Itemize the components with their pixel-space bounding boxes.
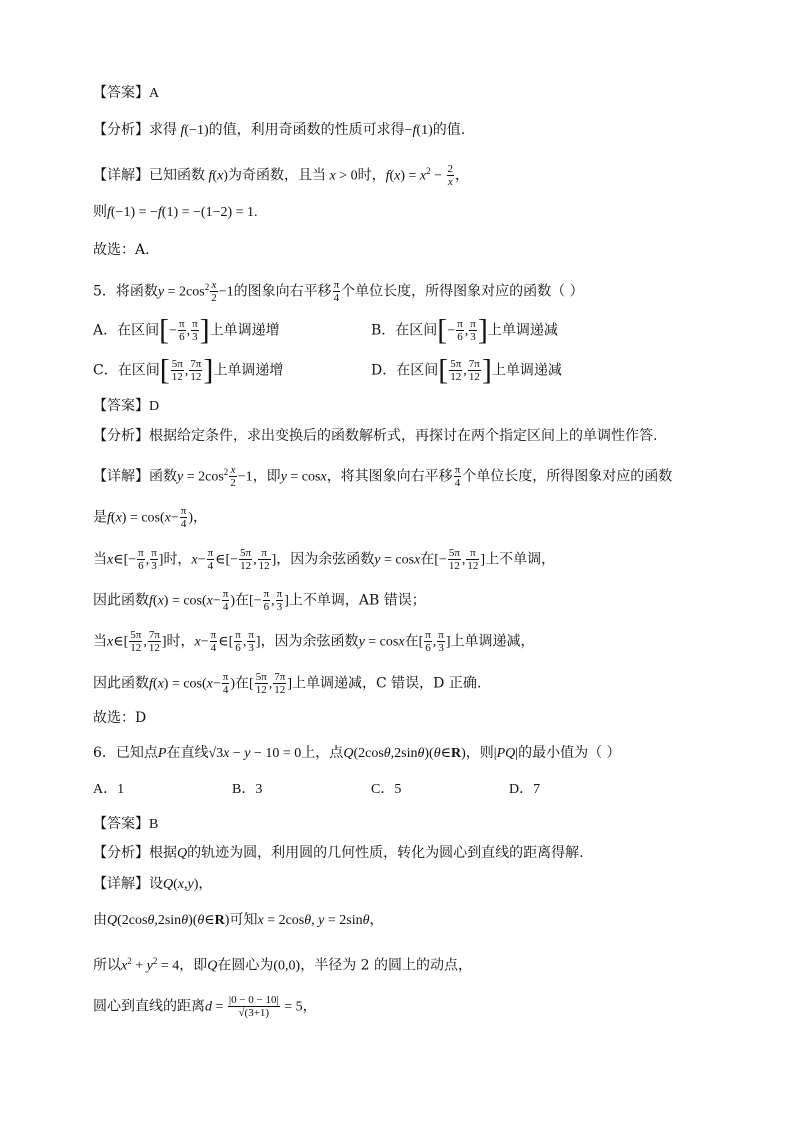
option-5d[interactable]: D．在区间[ $\frac{5\pi}{12}$ , $\frac{7\pi}{12}$ ]上单调递减 xyxy=(371,353,562,387)
detail-line-9: 【详解】设Q(x,y)， xyxy=(93,876,213,892)
analysis-line-2: 【分析】根据给定条件，求出变换后的函数解析式，再探讨在两个指定区间上的单调性作答. xyxy=(93,428,658,444)
option-6a[interactable]: A．1 xyxy=(93,782,125,797)
detail-line-2: 则f(−1) = −f(1) = −(1−2) = 1. xyxy=(93,204,258,220)
detail-line-6: 因此函数f(x) = cos(x− $\frac{\pi}{4}$ )在[− $\frac{\pi}{6}$ , $\frac{\pi}{3}$ ]上不单调，AB 错误； xyxy=(93,588,426,613)
option-6d[interactable]: D．7 xyxy=(509,782,541,797)
detail-line-3: 【详解】函数$y = 2\cos^2$ $\frac{x}{2}$ −1，即y = cosx，将其图象向右平移 $\frac{\pi}{4}$ 个单位长度，所得图象对应的函数 xyxy=(93,464,673,490)
select-line-2: 故选：D xyxy=(93,710,147,726)
detail-line-12: 圆心到直线的距离d = $\frac{|0 - 0 - 10|}{√(3+1)}$ = 5， xyxy=(93,994,317,1019)
option-5b[interactable]: B．在区间[− $\frac{\pi}{6}$ , $\frac{\pi}{3}$ ]上单调递减 xyxy=(371,313,558,347)
analysis-line-1: 【分析】求得 f(−1)的值，利用奇函数的性质可求得−f(1)的值. xyxy=(93,122,466,138)
option-6c[interactable]: C．5 xyxy=(371,782,402,797)
answer-line-2: 【答案】D xyxy=(93,398,160,414)
detail-line-5: 当x∈[− $\frac{\pi}{6}$ , $\frac{\pi}{3}$ ]时，x− $\frac{\pi}{4}$ ∈[− $\frac{5\pi}{12}$ , $\frac{\pi}{12}$ ]，因为余弦函数y = cosx在[− $\frac{5\pi}{12}$ , $\frac{\pi}{12}$ ]上不单调， xyxy=(93,547,556,572)
detail-line-11: 所以$x^2 + y^2 = 4$，即Q在圆心为(0,0)，半径为 2 的圆上的动点， xyxy=(93,956,473,974)
detail-line-8: 因此函数f(x) = cos(x− $\frac{\pi}{4}$ )在[ $\frac{5\pi}{12}$ , $\frac{7\pi}{12}$ ]上单调递减，C 错误，D 正确. xyxy=(93,671,482,696)
option-5a[interactable]: A．在区间[− $\frac{\pi}{6}$ , $\frac{\pi}{3}$ ]上单调递增 xyxy=(93,313,280,347)
analysis-line-3: 【分析】根据Q的轨迹为圆，利用圆的几何性质，转化为圆心到直线的距离得解. xyxy=(93,845,584,861)
detail-line-7: 当x∈[ $\frac{5\pi}{12}$ , $\frac{7\pi}{12}$ ]时，x− $\frac{\pi}{4}$ ∈[ $\frac{\pi}{6}$ , $\frac{\pi}{3}$ ]，因为余弦函数y = cosx在[ $\frac{\pi}{6}$ , $\frac{\pi}{3}$ ]上单调递减， xyxy=(93,629,535,654)
detail-line-4: 是f(x) = cos(x− $\frac{\pi}{4}$ )， xyxy=(93,505,208,530)
select-line-1: 故选：A. xyxy=(93,242,150,258)
question-5: 5．将函数$y = 2\cos^2$ $\frac{x}{2}$ −1的图象向右平移 $\frac{\pi}{4}$ 个单位长度，所得图象对应的函数（ ） xyxy=(93,279,584,305)
detail-line-10: 由Q(2cosθ,2sinθ)(θ∈R)可知x = 2cosθ, y = 2sinθ， xyxy=(93,912,384,928)
option-6b[interactable]: B．3 xyxy=(232,782,263,797)
question-6: 6．已知点P在直线√3x − y − 10 = 0上，点Q(2cosθ,2sinθ)(θ∈R)，则|PQ|的最小值为（ ） xyxy=(93,745,621,761)
option-5c[interactable]: C．在区间[ $\frac{5\pi}{12}$ , $\frac{7\pi}{12}$ ]上单调递增 xyxy=(93,353,284,387)
detail-line-1: 【详解】已知函数 f(x)为奇函数，且当 x > 0时，$f(x) = x^2$ − $\frac{2}{x}$ ， xyxy=(93,163,470,189)
answer-line-1: 【答案】A xyxy=(93,85,160,101)
answer-line-3: 【答案】B xyxy=(93,816,159,832)
